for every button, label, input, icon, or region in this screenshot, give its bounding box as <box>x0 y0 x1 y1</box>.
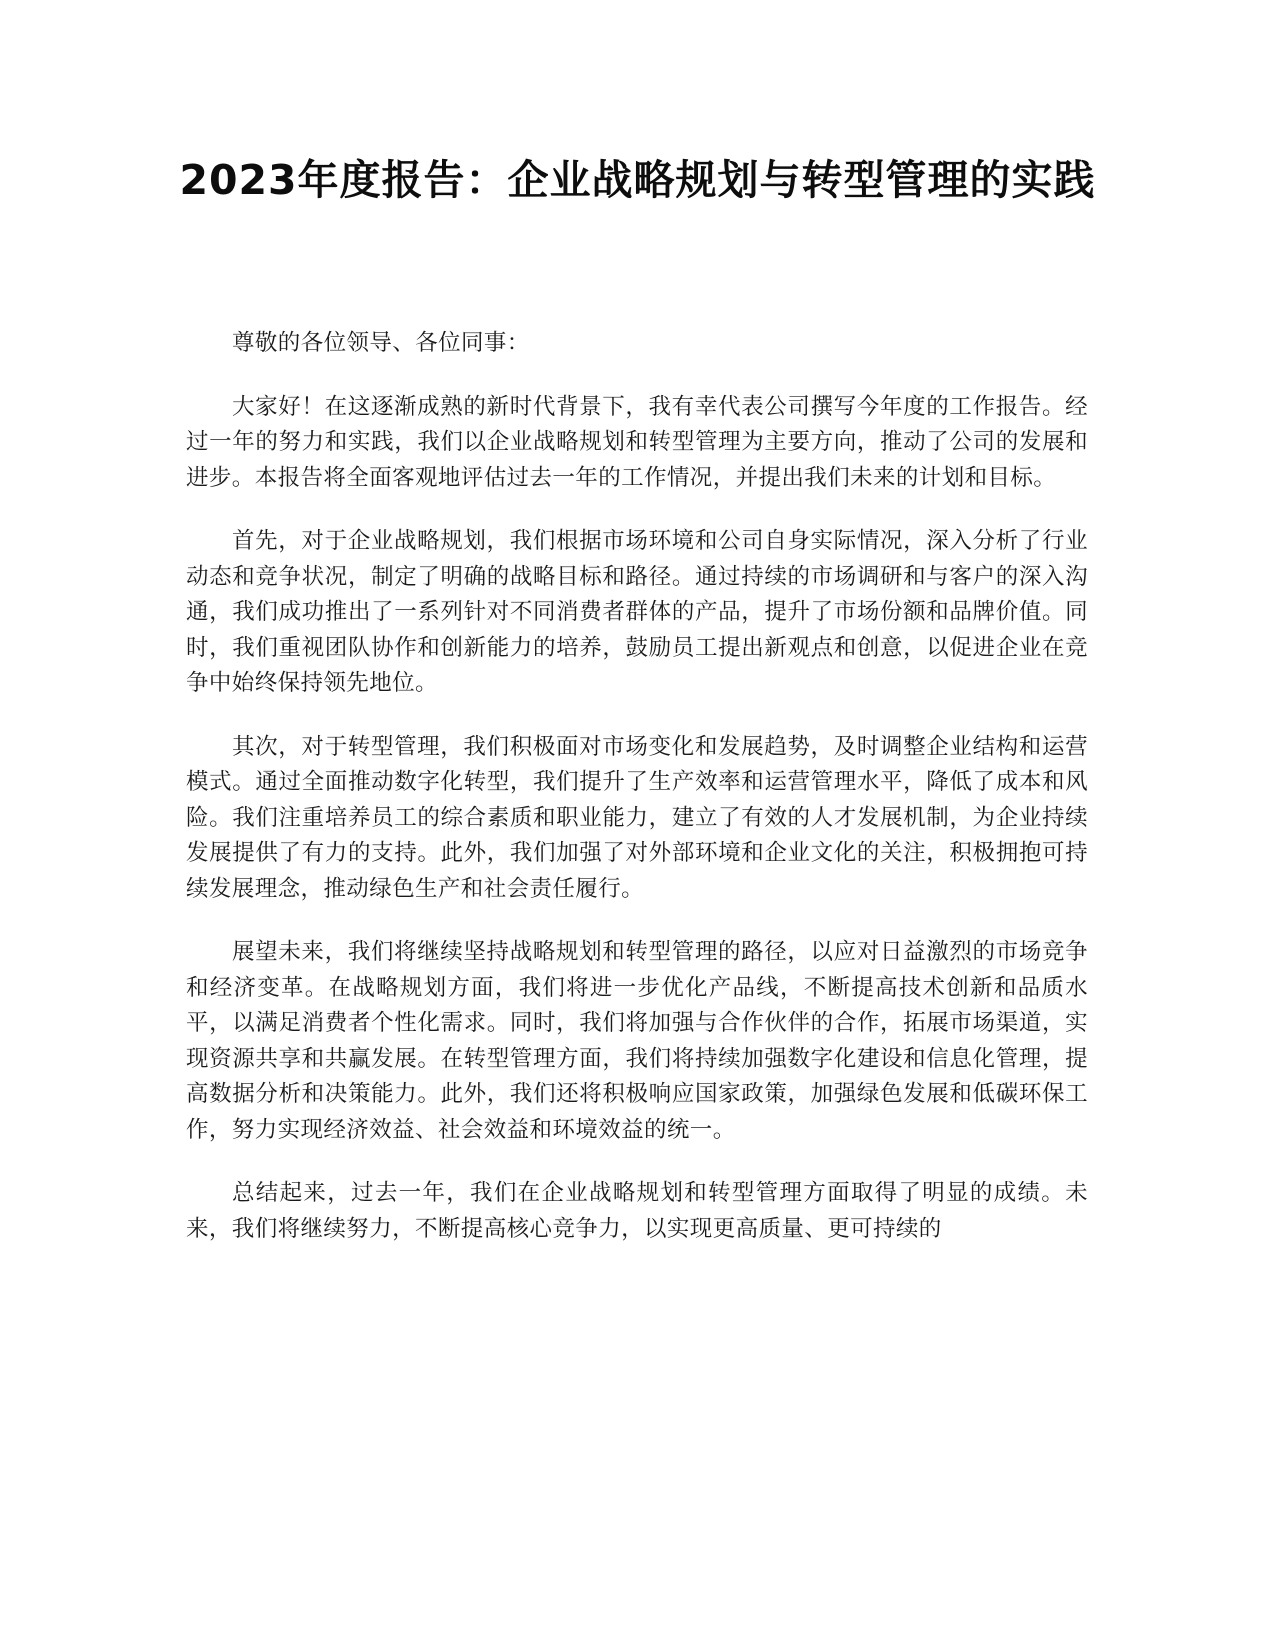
paragraph-introduction: 大家好！在这逐渐成熟的新时代背景下，我有幸代表公司撰写今年度的工作报告。经过一年的努力和实践，我们以企业战略规划和转型管理为主要方向，推动了公司的发展和进步。本报告将全面客观地评估过去一年的工作情况，并提出我们未来的计划和目标。 <box>186 393 1088 491</box>
paragraph-outlook: 展望未来，我们将继续坚持战略规划和转型管理的路径，以应对日益激烈的市场竞争和经济变革。在战略规划方面，我们将进一步优化产品线，不断提高技术创新和品质水平，以满足消费者个性化需求。同时，我们将加强与合作伙伴的合作，拓展市场渠道，实现资源共享和共赢发展。在转型管理方面，我们将持续加强数字化建设和信息化管理，提高数据分析和决策能力。此外，我们还将积极响应国家政策，加强绿色发展和低碳环保工作，努力实现经济效益、社会效益和环境效益的统一。 <box>186 939 1088 1143</box>
greeting-paragraph: 尊敬的各位领导、各位同事： <box>232 330 530 356</box>
paragraph-transformation-management: 其次，对于转型管理，我们积极面对市场变化和发展趋势，及时调整企业结构和运营模式。通过全面推动数字化转型，我们提升了生产效率和运营管理水平，降低了成本和风险。我们注重培养员工的综合素质和职业能力，建立了有效的人才发展机制，为企业持续发展提供了有力的支持。此外，我们加强了对外部环境和企业文化的关注，积极拥抱可持续发展理念，推动绿色生产和社会责任履行。 <box>186 733 1088 902</box>
document-body <box>186 326 1088 1275</box>
paragraph-strategic-planning: 首先，对于企业战略规划，我们根据市场环境和公司自身实际情况，深入分析了行业动态和竞争状况，制定了明确的战略目标和路径。通过持续的市场调研和与客户的深入沟通，我们成功推出了一系列针对不同消费者群体的产品，提升了市场份额和品牌价值。同时，我们重视团队协作和创新能力的培养，鼓励员工提出新观点和创意，以促进企业在竞争中始终保持领先地位。 <box>186 528 1088 696</box>
paragraph-summary: 总结起来，过去一年，我们在企业战略规划和转型管理方面取得了明显的成绩。未来，我们将继续努力，不断提高核心竞争力，以实现更高质量、更可持续的 <box>186 1180 1088 1242</box>
document-title: 2023年度报告：企业战略规划与转型管理的实践 <box>179 156 1096 204</box>
